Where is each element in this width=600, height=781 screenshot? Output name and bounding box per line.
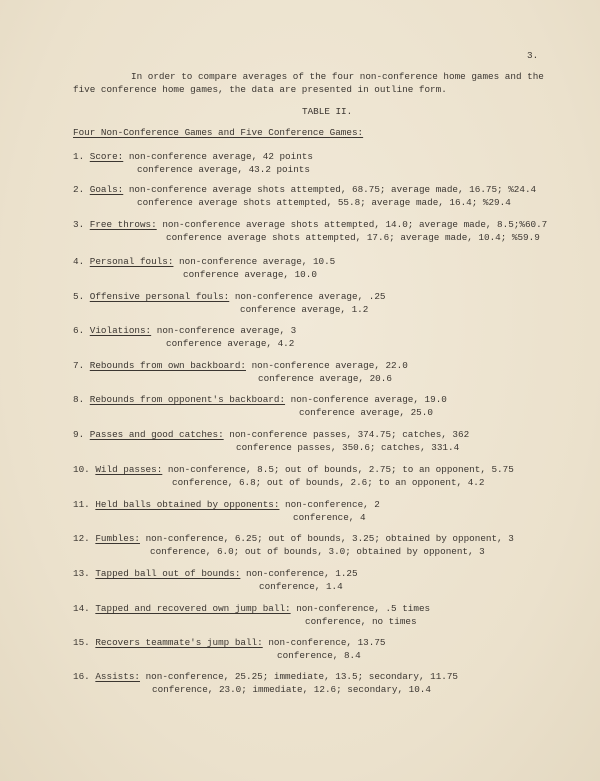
item-non-conference: non-conference passes, 374.75; catches, 362 [229,429,470,440]
item-number: 7. [73,360,85,371]
item-line-1 [73,151,313,163]
item-non-conference: non-conference, 6.25; out of bounds, 3.25; obtained by opponent, 3 [145,533,514,544]
item-label: Goals: [89,184,124,195]
item-conference: conference passes, 350.6; catches, 331.4 [236,441,460,453]
item-conference: conference average, 20.6 [258,372,392,384]
item-line-1 [73,184,536,196]
item-label: Free throws: [89,219,157,230]
item-non-conference: non-conference average shots attempted, 14.0; average made, 8.5;%60.7 [162,219,548,230]
item-conference: conference, 1.4 [259,580,343,592]
item-line-1 [73,464,514,476]
item-line-1 [73,568,358,580]
item-number: 3. [73,219,85,230]
item-non-conference: non-conference average, .25 [234,291,386,302]
item-label: Held balls obtained by opponents: [95,499,280,510]
item-line-1 [73,219,547,231]
item-conference: conference average, 1.2 [240,303,369,315]
item-non-conference: non-conference, 2 [285,499,380,510]
item-number: 14. [73,603,90,614]
item-label: Personal fouls: [89,256,174,267]
item-conference: conference, 4 [293,511,366,523]
item-conference: conference average, 10.0 [183,268,317,280]
item-label: Rebounds from opponent's backboard: [89,394,286,405]
item-label: Tapped and recovered own jump ball: [95,603,291,614]
intro-line-2: five conference home games, the data are presented in outline form. [73,84,447,95]
item-line-1 [73,325,296,337]
item-non-conference: non-conference average, 19.0 [290,394,447,405]
item-number: 6. [73,325,85,336]
item-line-1 [73,394,447,406]
item-label: Score: [89,151,124,162]
item-label: Passes and good catches: [89,429,224,440]
item-line-1 [73,499,380,511]
item-non-conference: non-conference average, 10.5 [179,256,336,267]
item-non-conference: non-conference average, 3 [156,325,297,336]
item-number: 12. [73,533,90,544]
item-label: Rebounds from own backboard: [89,360,246,371]
item-conference: conference, 6.0; out of bounds, 3.0; obtained by opponent, 3 [150,545,485,557]
item-conference: conference average shots attempted, 17.6; average made, 10.4; %59.9 [166,231,540,243]
item-number: 1. [73,151,85,162]
item-line-1 [73,603,430,615]
item-conference: conference average, 4.2 [166,337,295,349]
item-line-1 [73,291,385,303]
item-label: Offensive personal fouls: [89,291,230,302]
item-number: 8. [73,394,85,405]
item-conference: conference average, 43.2 points [137,163,310,175]
item-line-1 [73,256,335,268]
item-number: 4. [73,256,85,267]
item-number: 15. [73,637,90,648]
item-label: Fumbles: [95,533,140,544]
item-line-1 [73,671,458,683]
item-non-conference: non-conference, .5 times [296,603,431,614]
item-conference: conference, 23.0; immediate, 12.6; secondary, 10.4 [152,683,431,695]
item-line-1 [73,429,469,441]
item-number: 10. [73,464,90,475]
item-non-conference: non-conference average shots attempted, 68.75; average made, 16.75; %24.4 [128,184,537,195]
item-line-1 [73,360,408,372]
item-conference: conference, 8.4 [277,649,361,661]
intro-line-1: In order to compare averages of the four non-conference home games and the [131,71,544,82]
item-label: Assists: [95,671,140,682]
item-conference: conference average, 25.0 [299,406,433,418]
item-non-conference: non-conference average, 42 points [128,151,313,162]
item-non-conference: non-conference, 13.75 [268,637,386,648]
item-number: 16. [73,671,90,682]
item-number: 13. [73,568,90,579]
item-non-conference: non-conference, 8.5; out of bounds, 2.75; to an opponent, 5.75 [167,464,514,475]
page-number: 3. [527,50,539,61]
table-title: TABLE II. [302,106,353,117]
item-non-conference: non-conference, 1.25 [246,568,358,579]
item-line-1 [73,533,514,545]
item-number: 11. [73,499,90,510]
item-label: Recovers teammate's jump ball: [95,637,263,648]
item-conference: conference average shots attempted, 55.8; average made, 16.4; %29.4 [137,196,511,208]
item-conference: conference, no times [305,615,417,627]
item-conference: conference, 6.8; out of bounds, 2.6; to an opponent, 4.2 [172,476,485,488]
item-number: 9. [73,429,85,440]
item-line-1 [73,637,385,649]
table-heading: Four Non-Conference Games and Five Conference Games: [73,127,364,138]
item-label: Violations: [89,325,152,336]
item-non-conference: non-conference average, 22.0 [251,360,408,371]
item-number: 5. [73,291,85,302]
item-number: 2. [73,184,85,195]
item-label: Wild passes: [95,464,163,475]
item-label: Tapped ball out of bounds: [95,568,241,579]
item-non-conference: non-conference, 25.25; immediate, 13.5; secondary, 11.75 [145,671,459,682]
